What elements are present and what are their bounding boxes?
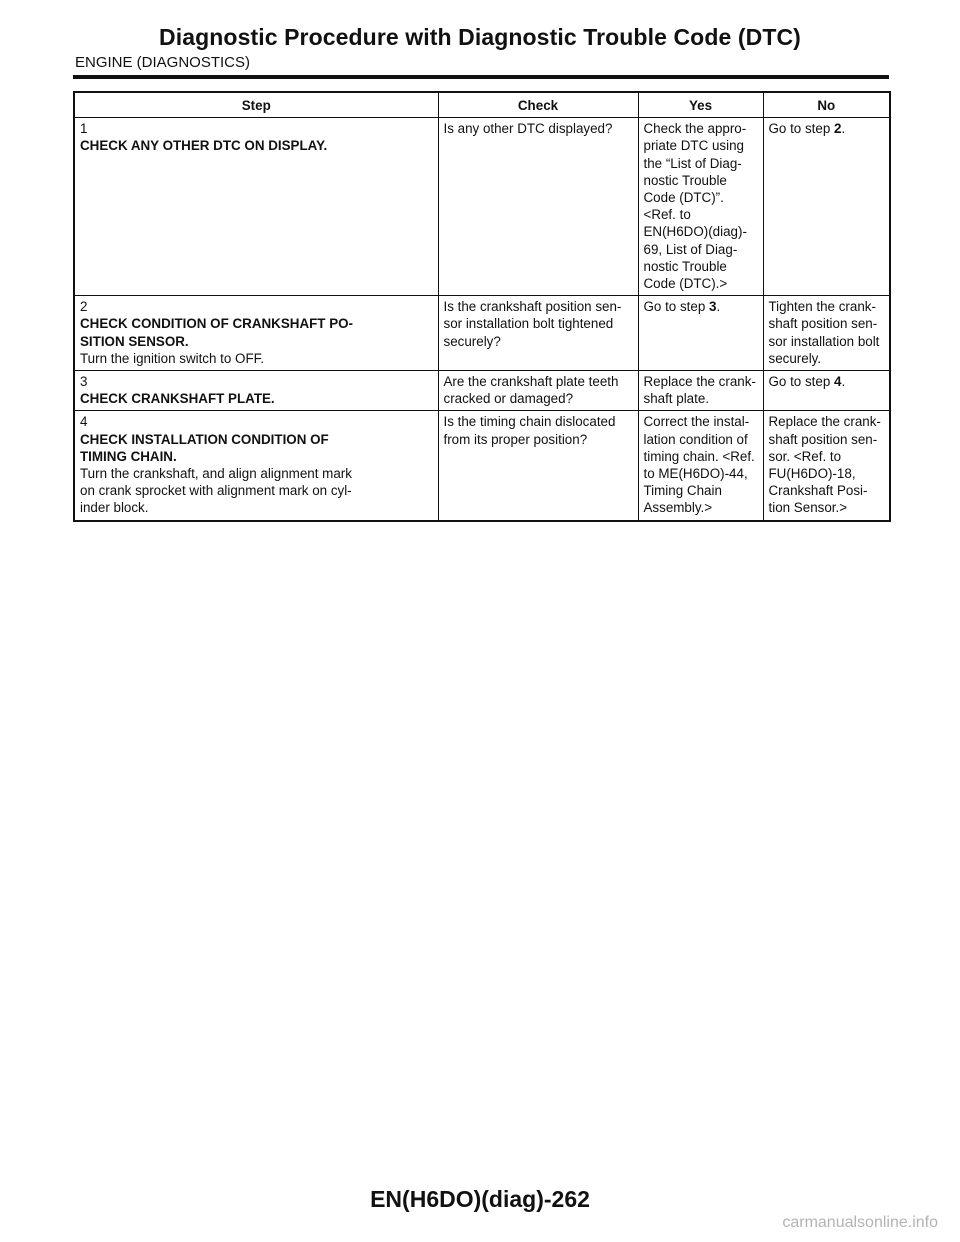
check-cell: Is any other DTC displayed?: [438, 118, 638, 296]
step-title: CHECK CONDITION OF CRANKSHAFT PO- SITION SENSOR.: [80, 316, 354, 349]
yes-cell: Check the appro- priate DTC using the “List of Diag- nostic Trouble Code (DTC)”. <Ref. to EN(H6DO)(diag)- 69, List of Diag- nostic Trouble Code (DTC).>: [638, 118, 763, 296]
step-cell: [74, 371, 438, 411]
yes-text: Go to step: [643, 299, 710, 315]
yes-cell: Correct the instal- lation condition of timing chain. <Ref. to ME(H6DO)-44, Timing Chain Assembly.>: [638, 411, 763, 521]
column-header-check: Check: [438, 92, 638, 118]
table-row: [74, 118, 890, 296]
column-header-step: Step: [74, 92, 438, 118]
step-cell: [74, 296, 438, 371]
check-cell: Are the crankshaft plate teeth cracked or damaged?: [438, 371, 638, 411]
step-body: [80, 137, 372, 154]
step-number: 4: [80, 414, 88, 430]
step-cell: [74, 118, 438, 296]
step-cell: [74, 411, 438, 521]
step-detail: Turn the ignition switch to OFF.: [80, 350, 265, 366]
step-number: 2: [80, 299, 88, 315]
no-text-suffix: .: [841, 121, 846, 137]
header-rule: [73, 75, 889, 79]
table-row: [74, 296, 890, 371]
watermark: carmanualsonline.info: [782, 1214, 938, 1231]
no-step-ref: 2: [834, 121, 842, 137]
no-cell: [763, 118, 890, 296]
no-text: Go to step: [768, 374, 835, 390]
step-title: CHECK INSTALLATION CONDITION OF TIMING CHAIN.: [80, 431, 329, 464]
check-cell: Is the timing chain dislocated from its proper position?: [438, 411, 638, 521]
page-number: EN(H6DO)(diag)-262: [370, 1186, 590, 1212]
no-text-suffix: .: [841, 374, 846, 390]
no-cell: Tighten the crank- shaft position sen- sor installation bolt securely.: [763, 296, 890, 371]
step-body: [80, 390, 372, 407]
no-step-ref: 4: [834, 374, 842, 390]
step-body: [80, 431, 372, 517]
column-header-yes: Yes: [638, 92, 763, 118]
step-number: 1: [80, 121, 88, 137]
diagnostic-table: [73, 91, 891, 522]
yes-cell: Replace the crank- shaft plate.: [638, 371, 763, 411]
yes-cell: [638, 296, 763, 371]
page-title: Diagnostic Procedure with Diagnostic Trouble Code (DTC): [159, 24, 801, 50]
table-row: [74, 411, 890, 521]
step-number: 3: [80, 374, 88, 390]
step-detail: Turn the crankshaft, and align alignment mark on crank sprocket with alignment mark on cyl- inder block.: [80, 466, 352, 516]
step-title: CHECK ANY OTHER DTC ON DISPLAY.: [80, 138, 328, 154]
yes-step-ref: 3: [709, 299, 717, 315]
step-body: [80, 315, 372, 367]
column-header-no: No: [763, 92, 890, 118]
no-text: Go to step: [768, 121, 835, 137]
check-cell: Is the crankshaft position sen- sor installation bolt tightened securely?: [438, 296, 638, 371]
yes-text-suffix: .: [716, 299, 721, 315]
table-row: [74, 371, 890, 411]
section-label: ENGINE (DIAGNOSTICS): [75, 54, 251, 71]
table-header-row: [74, 92, 890, 118]
no-cell: [763, 371, 890, 411]
no-cell: Replace the crank- shaft position sen- sor. <Ref. to FU(H6DO)-18, Crankshaft Posi- tion Sensor.>: [763, 411, 890, 521]
step-title: CHECK CRANKSHAFT PLATE.: [80, 391, 275, 407]
